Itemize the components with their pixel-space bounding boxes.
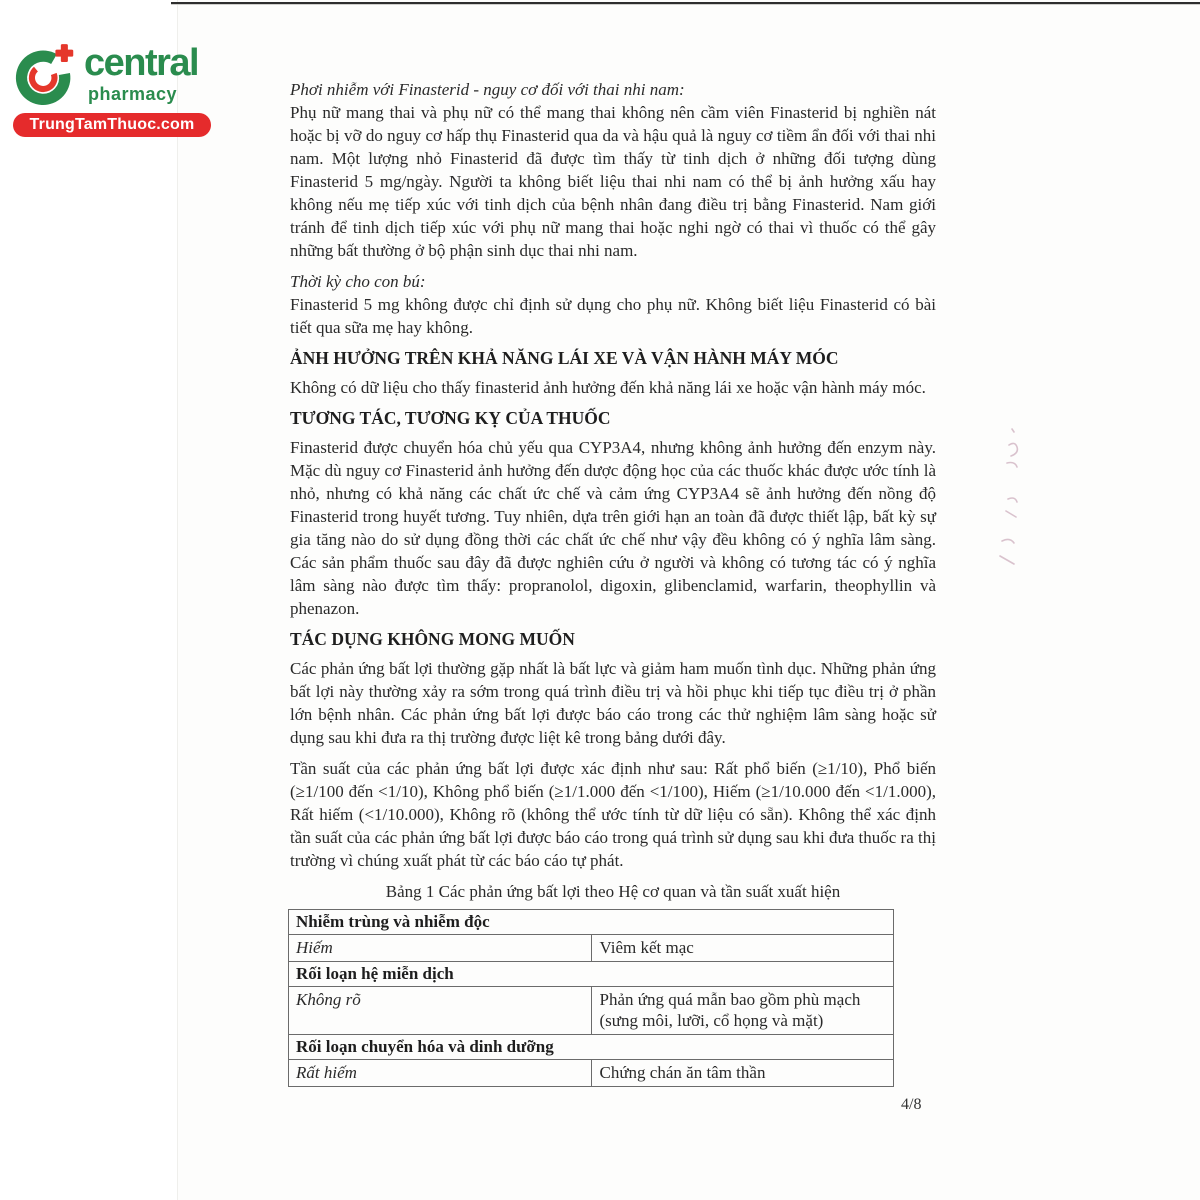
frequency-cell: Không rõ (289, 987, 592, 1035)
section-subheading: Phơi nhiễm với Finasterid - nguy cơ đối với thai nhi nam: (290, 80, 685, 99)
section-heading: TƯƠNG TÁC, TƯƠNG KỴ CỦA THUỐC (290, 408, 611, 428)
leaflet-content (290, 72, 936, 1087)
central-pharmacy-logo (13, 40, 223, 140)
logo-sub-text: pharmacy (88, 84, 178, 104)
body-paragraph: Phụ nữ mang thai và phụ nữ có thể mang thai không nên cầm viên Finasterid bị nghiền nát hoặc bị vỡ do nguy cơ hấp thụ Finasterid qua da và hậu quả là nguy cơ tiềm ẩn đối với thai nhi nam. Một lượng nhỏ Finasterid đã được tìm thấy từ tinh dịch ở những đối tượng dùng Finasterid 5 mg/ngày. Người ta không biết liệu thai nhi nam có thể bị ảnh hưởng xấu hay không nếu mẹ tiếp xúc với tinh dịch của bệnh nhân đang điều trị bằng Finasterid. Nam giới tránh để tinh dịch tiếp xúc với phụ nữ mang thai hoặc nghi ngờ có thai vì thuốc có thể gây những bất thường ở bộ phận sinh dục thai nhi nam. (290, 103, 936, 260)
scan-top-edge-line (171, 2, 1200, 4)
body-paragraph: Tần suất của các phản ứng bất lợi được xác định như sau: Rất phổ biến (≥1/10), Phổ biến (≥1/100 đến <1/10), Không phổ biến (≥1/1.000 đến <1/100), Hiếm (≥1/10.000 đến <1/1.000), Rất hiếm (<1/10.000), Không rõ (không thể ước tính từ dữ liệu có sẵn). Không thể xác định tần suất của các phản ứng bất lợi được báo cáo trong quá trình sử dụng sau khi đưa thuốc ra thị trường vì chúng xuất phát từ các báo cáo tự phát. (290, 759, 936, 870)
reaction-cell: Phản ứng quá mẫn bao gồm phù mạch (sưng môi, lưỡi, cổ họng và mặt) (591, 987, 894, 1035)
table-row (289, 1060, 894, 1087)
section-heading: ẢNH HƯỞNG TRÊN KHẢ NĂNG LÁI XE VÀ VẬN HÀNH MÁY MÓC (290, 348, 839, 368)
table-row (289, 987, 894, 1035)
table-caption: Bảng 1 Các phản ứng bất lợi theo Hệ cơ quan và tần suất xuất hiện (385, 882, 841, 901)
frequency-cell: Rất hiếm (289, 1060, 592, 1087)
table-row (289, 910, 894, 935)
section-heading: TÁC DỤNG KHÔNG MONG MUỐN (290, 629, 575, 649)
section-subheading: Thời kỳ cho con bú: (290, 272, 426, 291)
table-row (289, 962, 894, 987)
central-pharmacy-logo-icon (15, 40, 77, 108)
leaflet-sections (290, 78, 936, 872)
system-organ-class-cell: Rối loạn hệ miễn dịch (289, 962, 894, 987)
system-organ-class-cell: Rối loạn chuyển hóa và dinh dưỡng (289, 1035, 894, 1060)
logo-website-badge: TrungTamThuoc.com (13, 113, 211, 137)
body-paragraph: Không có dữ liệu cho thấy finasterid ảnh hưởng đến khả năng lái xe hoặc vận hành máy móc. (290, 378, 926, 397)
reaction-cell: Chứng chán ăn tâm thần (591, 1060, 894, 1087)
system-organ-class-cell: Nhiễm trùng và nhiễm độc (289, 910, 894, 935)
reaction-cell: Viêm kết mạc (591, 935, 894, 962)
logo-brand-text: central (84, 42, 199, 84)
scan-bleedthrough-marks (995, 423, 1029, 583)
frequency-cell: Hiếm (289, 935, 592, 962)
table-row (289, 935, 894, 962)
page-number: 4/8 (901, 1096, 922, 1113)
body-paragraph: Finasterid 5 mg không được chỉ định sử dụng cho phụ nữ. Không biết liệu Finasterid có bài tiết qua sữa mẹ hay không. (290, 295, 936, 337)
body-paragraph: Các phản ứng bất lợi thường gặp nhất là bất lực và giảm ham muốn tình dục. Những phản ứng bất lợi này thường xảy ra sớm trong quá trình điều trị và hồi phục khi tiếp tục điều trị ở phần lớn bệnh nhân. Các phản ứng bất lợi được báo cáo trong các thử nghiệm lâm sàng hoặc sử dụng sau khi đưa ra thị trường được liệt kê trong bảng dưới đây. (290, 659, 936, 747)
body-paragraph: Finasterid được chuyển hóa chủ yếu qua CYP3A4, nhưng không ảnh hưởng đến enzym này. Mặc dù nguy cơ Finasterid ảnh hưởng đến dược động học của các thuốc khác được ước tính là nhỏ, nhưng có khả năng các chất ức chế và cảm ứng CYP3A4 sẽ ảnh hưởng đến nồng độ Finasterid trong huyết tương. Tuy nhiên, dựa trên giới hạn an toàn đã được thiết lập, bất kỳ sự gia tăng nào do sử dụng đồng thời các chất ức chế như vậy đều không có ý nghĩa lâm sàng. Các sản phẩm thuốc sau đây đã được nghiên cứu ở người và không có tương tác có ý nghĩa lâm sàng nào được tìm thấy: propranolol, digoxin, glibenclamid, warfarin, theophyllin và phenazon. (290, 438, 936, 618)
table-row (289, 1035, 894, 1060)
adverse-reactions-table (288, 909, 894, 1087)
